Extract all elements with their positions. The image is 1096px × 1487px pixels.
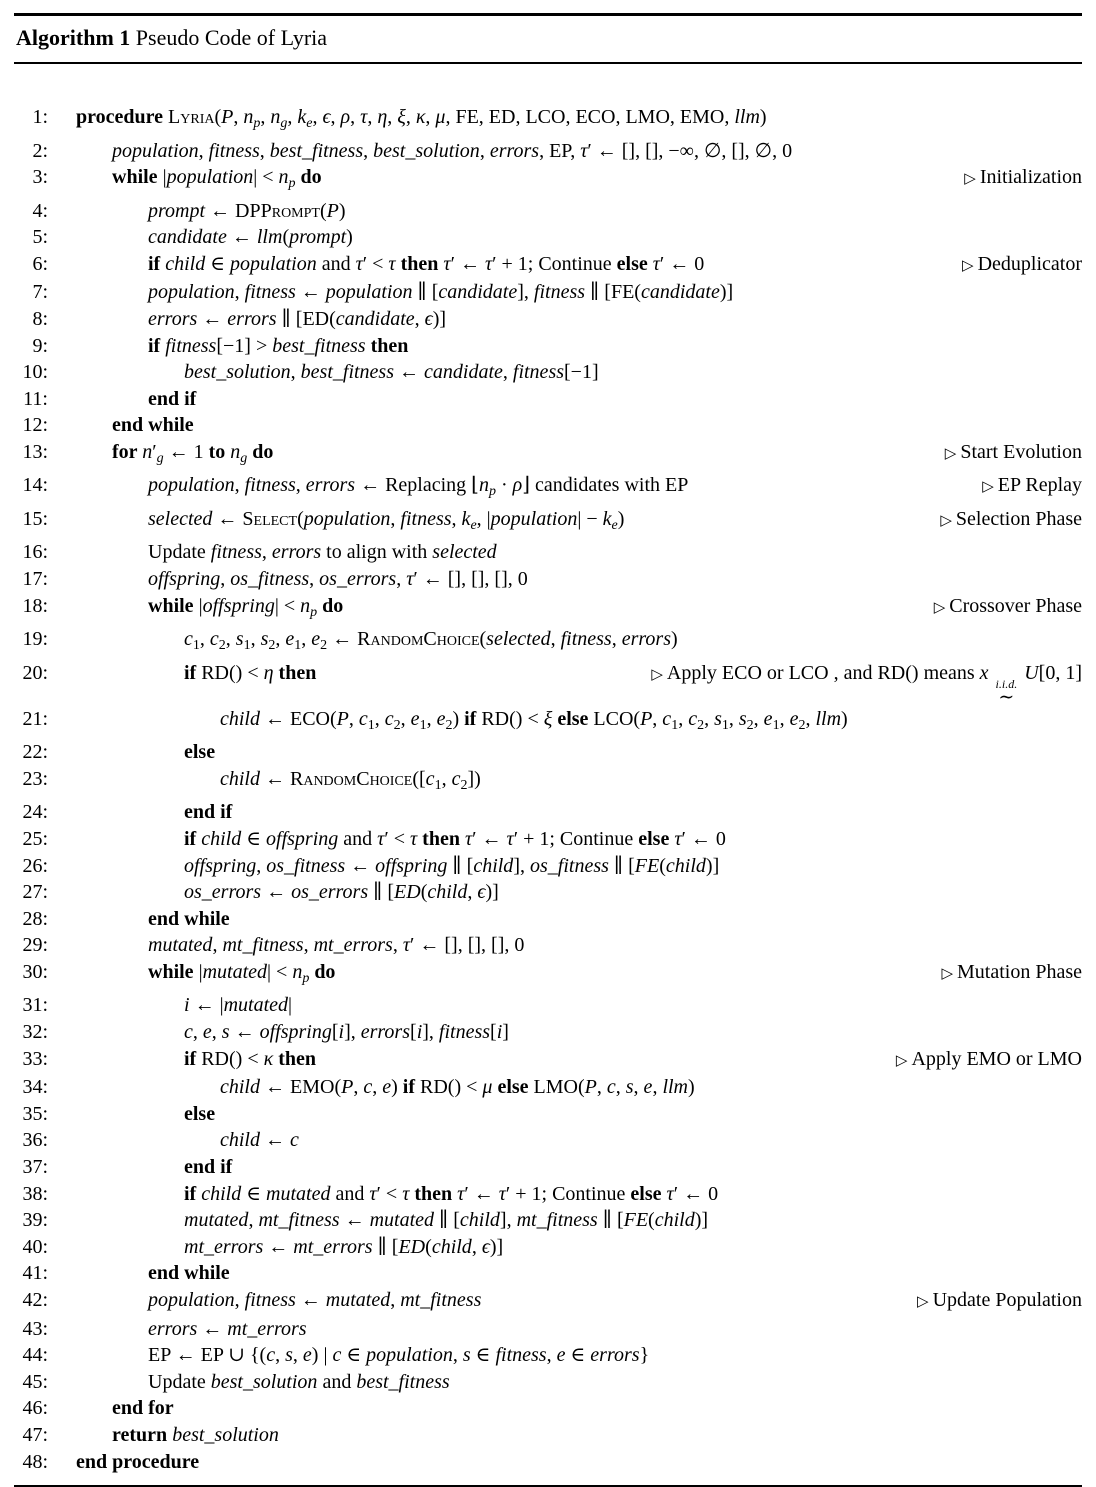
line-code: best_solution, best_fitness ← candidate, fitness[−1] [184, 361, 599, 384]
algorithm-label: Algorithm 1 [16, 25, 131, 50]
line-number: 28: [22, 907, 48, 930]
line-code: Update fitness, errors to align with selected [148, 541, 497, 564]
line-number: 6: [32, 252, 48, 275]
line-code: end if [184, 801, 233, 824]
line-number: 33: [22, 1047, 48, 1070]
algorithm-line [14, 1046, 1082, 1075]
line-number: 21: [22, 707, 48, 730]
line-number: 7: [32, 281, 48, 304]
algorithm-line [14, 506, 1082, 540]
line-number: 20: [22, 661, 48, 684]
line-code: end while [148, 907, 230, 930]
algorithm-line [14, 1019, 1082, 1046]
algorithm-line [14, 566, 1082, 593]
algorithm-body [14, 64, 1082, 1475]
line-code: while |mutated| < np do [148, 960, 336, 986]
algorithm-line [14, 539, 1082, 566]
algorithm-line [14, 1287, 1082, 1316]
line-number: 36: [22, 1129, 48, 1152]
algorithm-line [14, 412, 1082, 439]
algorithm-line [14, 626, 1082, 660]
algorithm-line [14, 472, 1082, 506]
algorithm-line [14, 386, 1082, 413]
comment-marker-icon: ▷ [651, 666, 663, 683]
comment-marker-icon: ▷ [964, 171, 976, 188]
line-number: 31: [22, 994, 48, 1017]
line-number: 32: [22, 1021, 48, 1044]
line-code: if RD() < η then [184, 661, 317, 684]
line-number: 22: [22, 741, 48, 764]
line-number: 18: [22, 594, 48, 617]
line-comment: ▷ Start Evolution [944, 440, 1082, 463]
line-comment: ▷ Apply EMO or LMO [895, 1047, 1082, 1070]
line-code: if child ∈ mutated and τ′ < τ then τ′ ← τ′ + 1; Continue else τ′ ← 0 [184, 1182, 719, 1205]
comment-marker-icon: ▷ [962, 257, 974, 274]
line-code: offspring, os_fitness, os_errors, τ′ ← [], [], [], 0 [148, 568, 528, 591]
comment-marker-icon: ▷ [941, 965, 953, 982]
line-code: population, fitness ← population ∥ [candidate], fitness ∥ [FE(candidate)] [148, 281, 734, 304]
algorithm-header [14, 16, 1082, 62]
line-code: return best_solution [112, 1423, 279, 1446]
line-number: 14: [22, 474, 48, 497]
line-comment: ▷ Apply ECO or LCO , and RD() means x i.i.d. ∼ U[0, 1] [651, 661, 1082, 708]
line-number: 8: [32, 307, 48, 330]
line-code: EP ← EP ∪ {(c, s, e) | c ∈ population, s ∈ fitness, e ∈ errors} [148, 1344, 650, 1367]
algorithm-line [14, 1101, 1082, 1128]
line-comment: ▷ Initialization [964, 166, 1082, 189]
line-number: 25: [22, 827, 48, 850]
comment-marker-icon: ▷ [917, 1293, 929, 1310]
line-number: 27: [22, 881, 48, 904]
line-code: if RD() < κ then [184, 1047, 317, 1070]
line-number: 29: [22, 934, 48, 957]
algorithm-line [14, 1449, 1082, 1476]
line-number: 47: [22, 1423, 48, 1446]
line-code: Update best_solution and best_fitness [148, 1370, 450, 1393]
algorithm-line [14, 1422, 1082, 1449]
line-code: child ← EMO(P, c, e) if RD() < μ else LMO(P, c, s, e, llm) [220, 1076, 695, 1099]
line-code: child ← RandomChoice([c1, c2]) [220, 767, 481, 793]
algorithm-line [14, 1181, 1082, 1208]
algorithm-line [14, 1154, 1082, 1181]
line-code: if child ∈ offspring and τ′ < τ then τ′ ← τ′ + 1; Continue else τ′ ← 0 [184, 827, 726, 850]
line-code: else [184, 1102, 216, 1125]
algorithm-line [14, 439, 1082, 473]
line-comment: ▷ Mutation Phase [941, 960, 1082, 983]
algorithm-line [14, 138, 1082, 165]
algorithm-line [14, 706, 1082, 740]
line-comment: ▷ EP Replay [982, 474, 1082, 497]
comment-marker-icon: ▷ [982, 479, 994, 496]
line-number: 44: [22, 1344, 48, 1367]
algorithm-caption: Pseudo Code of Lyria [135, 25, 328, 50]
line-code: i ← |mutated| [184, 994, 293, 1017]
line-code: offspring, os_fitness ← offspring ∥ [child], os_fitness ∥ [FE(child)] [184, 854, 720, 877]
line-code: if fitness[−1] > best_fitness then [148, 334, 409, 357]
line-code: c, e, s ← offspring[i], errors[i], fitness[i] [184, 1021, 509, 1044]
algorithm-line [14, 593, 1082, 627]
line-number: 17: [22, 568, 48, 591]
line-number: 35: [22, 1102, 48, 1125]
algorithm-line [14, 1342, 1082, 1369]
algorithm-line [14, 1074, 1082, 1101]
line-code: while |offspring| < np do [148, 594, 344, 620]
line-number: 13: [22, 440, 48, 463]
algorithm-line [14, 198, 1082, 225]
line-number: 19: [22, 628, 48, 651]
algorithm-line [14, 1260, 1082, 1287]
algorithm-line [14, 766, 1082, 800]
line-number: 41: [22, 1262, 48, 1285]
line-number: 26: [22, 854, 48, 877]
algorithm-line [14, 333, 1082, 360]
line-number: 40: [22, 1235, 48, 1258]
line-code: procedure Lyria(P, np, ng, ke, ϵ, ρ, τ, η, ξ, κ, μ, FE, ED, LCO, ECO, LMO, EMO, llm) [76, 106, 767, 131]
line-number: 10: [22, 361, 48, 384]
line-number: 23: [22, 767, 48, 790]
overset-iid-tilde: i.i.d. ∼ [995, 676, 1018, 708]
line-code: if child ∈ population and τ′ < τ then τ′ ← τ′ + 1; Continue else τ′ ← 0 [148, 252, 705, 275]
line-comment: ▷ Deduplicator [962, 252, 1082, 275]
algorithm-line [14, 1234, 1082, 1261]
line-comment: ▷ Update Population [917, 1288, 1082, 1311]
line-number: 45: [22, 1370, 48, 1393]
line-code: mt_errors ← mt_errors ∥ [ED(child, ϵ)] [184, 1235, 504, 1258]
line-code: end while [112, 414, 194, 437]
line-number: 9: [32, 334, 48, 357]
algorithm-line [14, 251, 1082, 280]
line-code: c1, c2, s1, s2, e1, e2 ← RandomChoice(selected, fitness, errors) [184, 628, 678, 654]
line-code: selected ← Select(population, fitness, ke, |population| − ke) [148, 507, 625, 533]
line-comment: ▷ Crossover Phase [933, 594, 1082, 617]
algorithm-line [14, 1369, 1082, 1396]
line-number: 43: [22, 1317, 48, 1340]
line-code: end for [112, 1397, 174, 1420]
comment-marker-icon: ▷ [895, 1052, 908, 1069]
algorithm-line [14, 104, 1082, 138]
line-code: os_errors ← os_errors ∥ [ED(child, ϵ)] [184, 881, 499, 904]
algorithm-line [14, 739, 1082, 766]
algorithm-line [14, 906, 1082, 933]
line-number: 4: [32, 199, 48, 222]
algorithm-line [14, 932, 1082, 959]
line-comment: ▷ Selection Phase [940, 507, 1082, 530]
line-number: 3: [32, 166, 48, 189]
line-code: end if [184, 1155, 233, 1178]
line-code: for n′g ← 1 to ng do [112, 440, 274, 466]
line-number: 11: [23, 387, 48, 410]
line-code: prompt ← DPPrompt(P) [148, 199, 346, 222]
line-code: population, fitness ← mutated, mt_fitness [148, 1288, 482, 1311]
algorithm-line [14, 660, 1082, 706]
line-number: 16: [22, 541, 48, 564]
algorithm-line [14, 1316, 1082, 1343]
line-code: while |population| < np do [112, 166, 322, 191]
algorithm-line [14, 164, 1082, 198]
algorithm-line [14, 1207, 1082, 1234]
line-number: 2: [32, 139, 48, 162]
line-code: candidate ← llm(prompt) [148, 226, 353, 249]
line-number: 24: [22, 801, 48, 824]
line-number: 34: [22, 1076, 48, 1099]
algorithm-line [14, 826, 1082, 853]
algorithm-line [14, 992, 1082, 1019]
line-code: mutated, mt_fitness ← mutated ∥ [child], mt_fitness ∥ [FE(child)] [184, 1209, 709, 1232]
algorithm-line [14, 359, 1082, 386]
algorithm-line [14, 1127, 1082, 1154]
line-number: 5: [32, 226, 48, 249]
line-number: 15: [22, 507, 48, 530]
line-number: 46: [22, 1397, 48, 1420]
line-code: population, fitness, best_fitness, best_solution, errors, EP, τ′ ← [], [], −∞, ∅, [], ∅, 0 [112, 139, 793, 162]
line-number: 38: [22, 1182, 48, 1205]
line-number: 42: [22, 1288, 48, 1311]
line-code: child ← ECO(P, c1, c2, e1, e2) if RD() < ξ else LCO(P, c1, c2, s1, s2, e1, e2, llm) [220, 707, 848, 733]
line-number: 37: [22, 1155, 48, 1178]
line-code: else [184, 741, 216, 764]
line-number: 48: [22, 1450, 48, 1473]
line-number: 39: [22, 1209, 48, 1232]
algorithm-line [14, 959, 1082, 993]
algorithm-line [14, 799, 1082, 826]
algorithm-line [14, 306, 1082, 333]
algorithm-line [14, 1395, 1082, 1422]
line-code: mutated, mt_fitness, mt_errors, τ′ ← [], [], [], 0 [148, 934, 525, 957]
algorithm-line [14, 279, 1082, 306]
line-code: errors ← mt_errors [148, 1317, 307, 1340]
line-number: 12: [22, 414, 48, 437]
line-code: end if [148, 387, 197, 410]
comment-marker-icon: ▷ [933, 599, 946, 616]
line-number: 1: [32, 106, 48, 128]
line-code: end while [148, 1262, 230, 1285]
line-number: 30: [22, 960, 48, 983]
line-code: child ← c [220, 1129, 299, 1152]
algorithm-line [14, 224, 1082, 251]
algorithm-line [14, 879, 1082, 906]
line-code: end procedure [76, 1450, 200, 1473]
comment-marker-icon: ▷ [944, 445, 957, 462]
line-code: population, fitness, errors ← Replacing ⌊np · ρ⌋ candidates with EP [148, 474, 689, 500]
algorithm-line [14, 853, 1082, 880]
comment-marker-icon: ▷ [940, 512, 952, 529]
line-code: errors ← errors ∥ [ED(candidate, ϵ)] [148, 307, 447, 330]
